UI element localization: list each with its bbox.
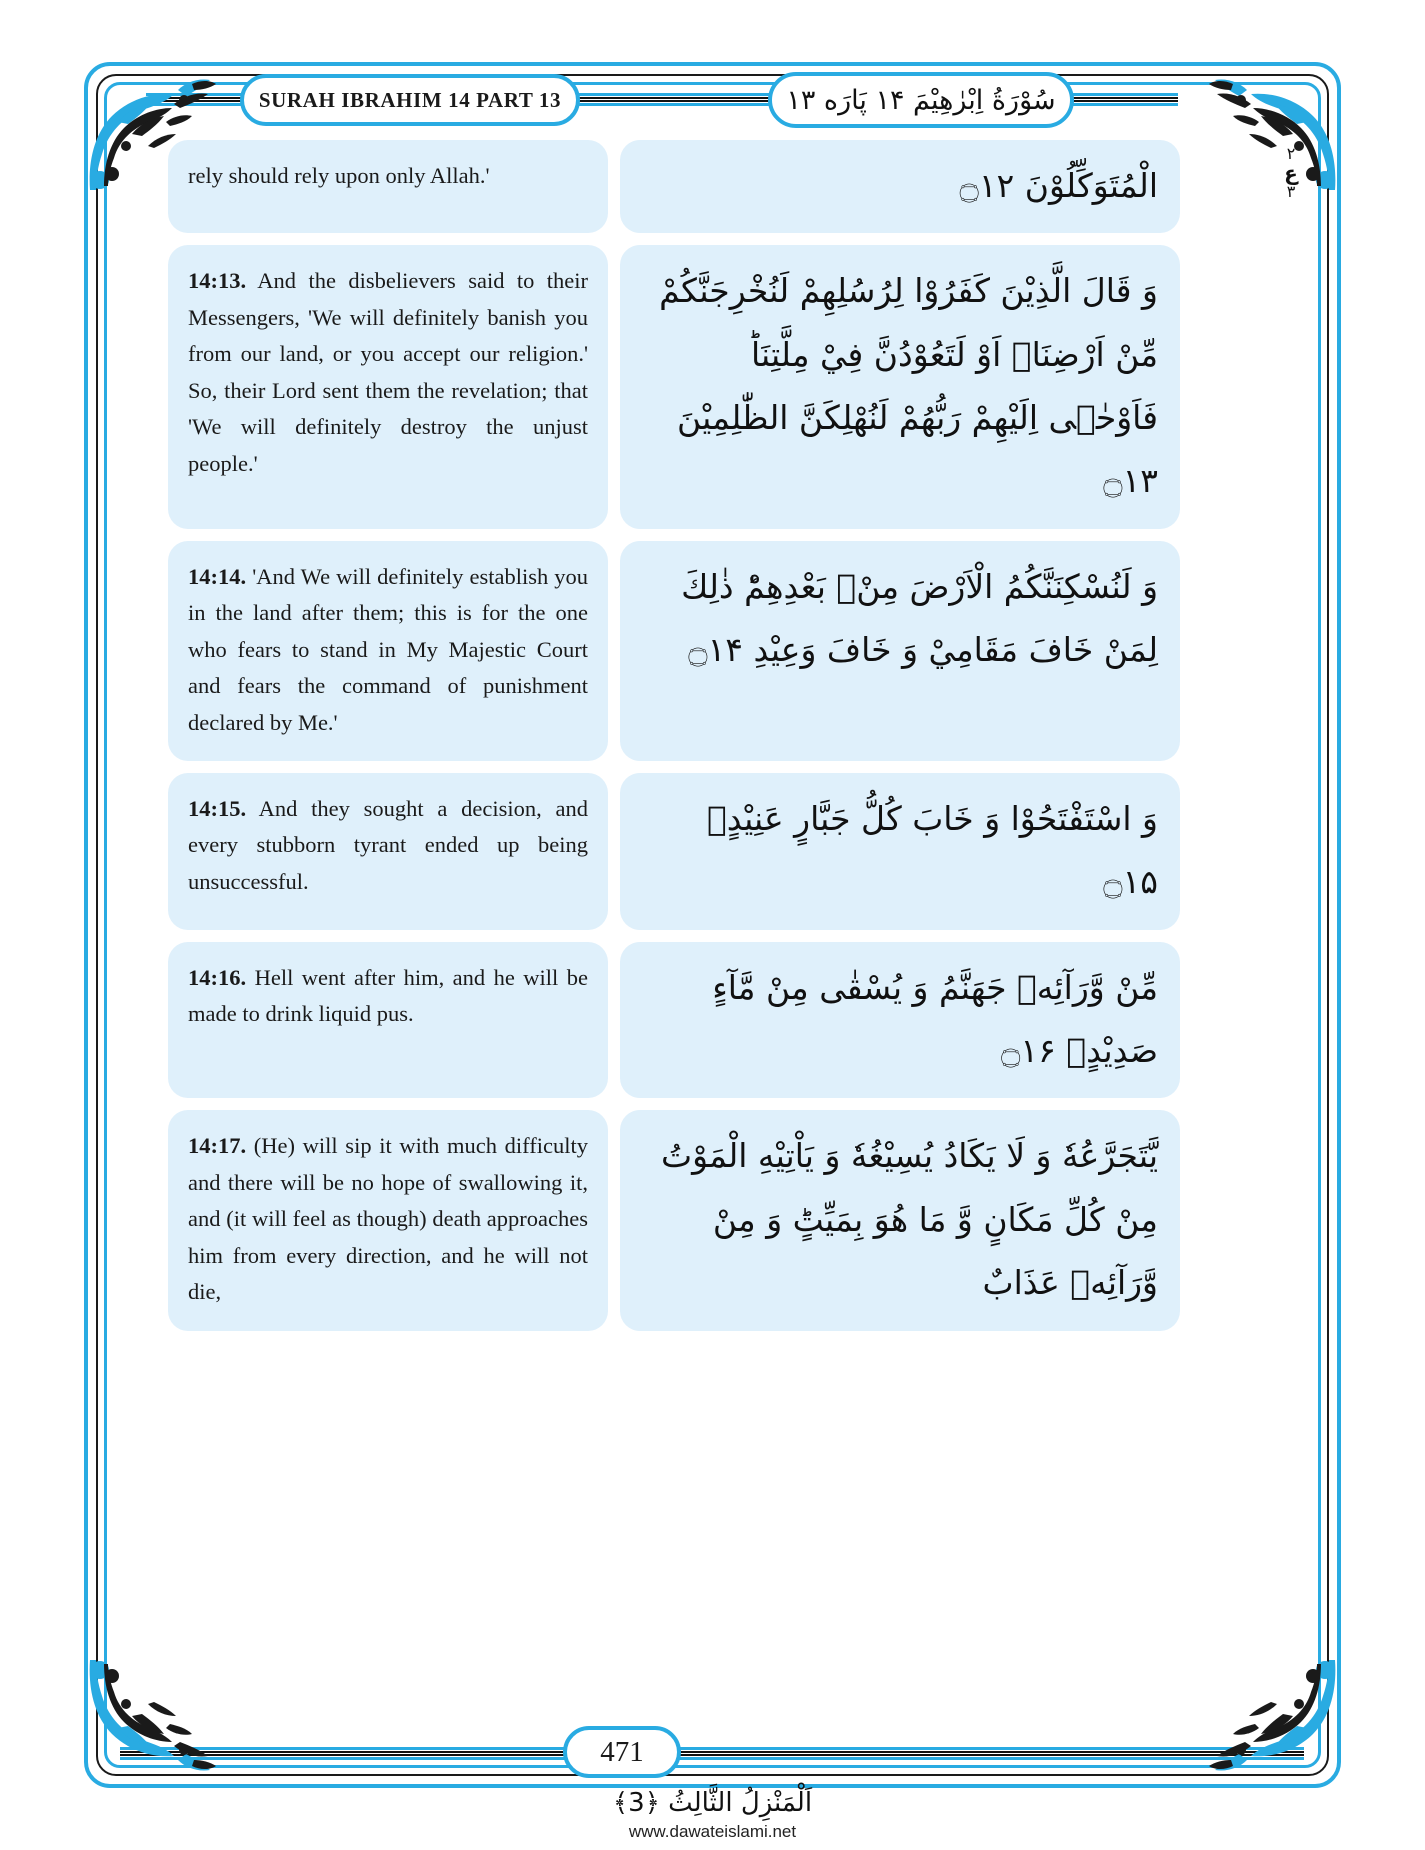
- verse-list: [168, 140, 1180, 1343]
- ruku-top-number: ٢: [1286, 144, 1296, 163]
- verse-row: [168, 1110, 1180, 1330]
- surah-title-arabic-text: سُوْرَةُ اِبْرٰهِیْمَ ۱۴ پَارَه ۱۳: [786, 84, 1056, 116]
- verse-english-cell: [168, 245, 608, 528]
- verse-number: 14:13.: [188, 268, 247, 294]
- surah-title-arabic-capsule: [768, 72, 1074, 128]
- header-connector-right: [1060, 93, 1178, 105]
- verse-english-cell: [168, 773, 608, 930]
- ruku-symbol: ع: [1284, 160, 1298, 185]
- surah-title-text: SURAH IBRAHIM 14 PART 13: [258, 87, 562, 112]
- corner-ornament-bottom-right: [1203, 1646, 1351, 1788]
- verse-number: 14:17.: [188, 1133, 247, 1159]
- verse-row: [168, 942, 1180, 1099]
- verse-english-text: (He) will sip it with much difficulty and there will be no hope of swallowing it, and (it will feel as though) death approaches him from every direction, and he will not die,: [188, 1133, 588, 1305]
- website-url[interactable]: www.dawateislami.net: [628, 1822, 797, 1841]
- verse-number: 14:15.: [188, 795, 247, 821]
- verse-row: [168, 773, 1180, 930]
- verse-arabic-cell: وَ لَنُسْكِنَنَّكُمُ الْاَرْضَ مِنْۢ بَعْدِهِمْؕ ذٰلِكَ لِمَنْ خَافَ مَقَامِيْ وَ خَافَ وَعِيْدِ ۝۱۴: [620, 541, 1180, 761]
- verse-row: [168, 245, 1180, 528]
- header-connector-mid: [566, 93, 782, 105]
- verse-english-cell: [168, 541, 608, 761]
- verse-arabic-cell: وَ اسْتَفْتَحُوْا وَ خَابَ كُلُّ جَبَّارٍ عَنِيْدٍۙ ۝۱۵: [620, 773, 1180, 930]
- verse-english-text: rely should rely upon only Allah.': [188, 163, 490, 188]
- verse-arabic-cell: الْمُتَوَكِّلُوْنَ ۝۱۲: [620, 140, 1180, 233]
- ruku-marker: [1269, 146, 1313, 201]
- verse-row: [168, 140, 1180, 233]
- surah-title-capsule: [240, 74, 580, 126]
- ruku-bottom-number: ٣: [1286, 181, 1296, 201]
- verse-english-text: Hell went after him, and he will be made to drink liquid pus.: [188, 964, 588, 1027]
- verse-english-text: 'And We will definitely establish you in the land after them; this is for the one who fears to stand in My Majestic Court and fears the command of punishment declared by Me.': [188, 563, 589, 735]
- verse-row: [168, 541, 1180, 761]
- verse-arabic-cell: مِّنْ وَّرَآئِهٖ جَهَنَّمُ وَ يُسْقٰى مِنْ مَّآءٍ صَدِيْدٍۙ ۝۱۶: [620, 942, 1180, 1099]
- verse-english-cell: [168, 942, 608, 1099]
- corner-ornament-top-left: [74, 62, 222, 204]
- verse-english-text: And the disbelievers said to their Messengers, 'We will definitely banish you from our land, or you accept our religion.' So, their Lord sent them the revelation; that 'We will definitely destroy the unjust people.': [188, 268, 588, 476]
- verse-english-cell: [168, 1110, 608, 1330]
- manzil-label: اَلْمَنْزِلُ الثَّالِثُ ﴿3﴾: [612, 1788, 813, 1819]
- verse-english-text: And they sought a decision, and every stubborn tyrant ended up being unsuccessful.: [188, 795, 588, 894]
- verse-number: 14:14.: [188, 563, 247, 589]
- verse-arabic-cell: وَ قَالَ الَّذِيْنَ كَفَرُوْا لِرُسُلِهِمْ لَنُخْرِجَنَّكُمْ مِّنْ اَرْضِنَاۤ اَوْ لَتَعُوْدُنَّ فِيْ مِلَّتِنَاؕ فَاَوْحٰۤى اِلَيْهِمْ رَبُّهُمْ لَنُهْلِكَنَّ الظّٰلِمِيْنَ ۝۱۳: [620, 245, 1180, 528]
- corner-ornament-bottom-left: [74, 1646, 222, 1788]
- page-number-text: 471: [600, 1735, 644, 1768]
- page-number-capsule: [563, 1726, 681, 1778]
- verse-english-cell: [168, 140, 608, 233]
- verse-number: 14:16.: [188, 964, 247, 990]
- verse-arabic-cell: يَّتَجَرَّعُهٗ وَ لَا يَكَادُ يُسِيْغُهٗ وَ يَاْتِيْهِ الْمَوْتُ مِنْ كُلِّ مَكَانٍ وَّ مَا هُوَ بِمَيِّتٍؕ وَ مِنْ وَّرَآئِهٖ عَذَابٌ: [620, 1110, 1180, 1330]
